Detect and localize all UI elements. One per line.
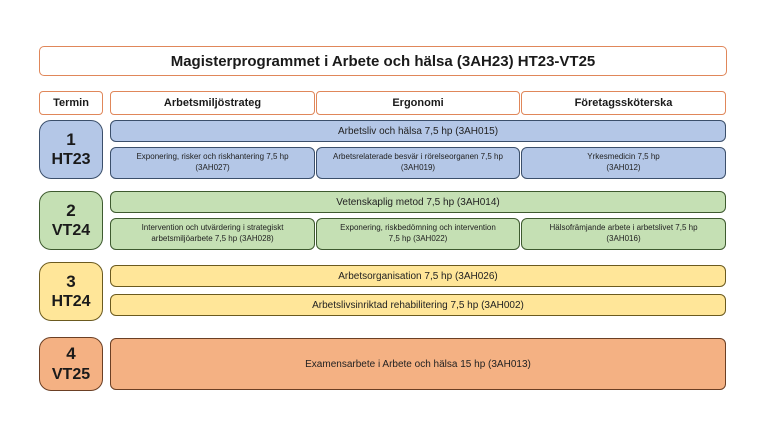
term-3-badge	[39, 262, 103, 321]
course-arbetsrelaterade-besvar: Arbetsrelaterade besvär i rörelseorganen 7,5 hp (3AH019)	[316, 147, 520, 179]
term-semester: VT25	[51, 365, 91, 383]
course-arbetsorganisation: Arbetsorganisation 7,5 hp (3AH026)	[110, 265, 726, 287]
term-number: 4	[66, 344, 76, 364]
term-semester: HT23	[51, 151, 91, 169]
term-semester: HT24	[51, 293, 91, 311]
course-arbetsliv-och-halsa: Arbetsliv och hälsa 7,5 hp (3AH015)	[110, 120, 726, 142]
term-number: 2	[66, 200, 76, 220]
term-number: 1	[66, 129, 76, 149]
course-vetenskaplig-metod: Vetenskaplig metod 7,5 hp (3AH014)	[110, 191, 726, 213]
course-yrkesmedicin: Yrkesmedicin 7,5 hp (3AH012)	[521, 147, 726, 179]
header-track-ergonomi: Ergonomi	[316, 91, 520, 115]
header-track-foretagsskoterska: Företagssköterska	[521, 91, 726, 115]
term-4-badge	[39, 337, 103, 391]
course-halsoframjande-arbete: Hälsofrämjande arbete i arbetslivet 7,5 hp (3AH016)	[521, 218, 726, 250]
course-exponering-risker: Exponering, risker och riskhantering 7,5 hp (3AH027)	[110, 147, 315, 179]
course-examensarbete: Examensarbete i Arbete och hälsa 15 hp (3AH013)	[110, 338, 726, 390]
program-title: Magisterprogrammet i Arbete och hälsa (3AH23) HT23-VT25	[39, 46, 727, 76]
term-number: 3	[66, 271, 76, 291]
header-track-arbetsmiljostrateg: Arbetsmiljöstrateg	[110, 91, 315, 115]
course-exponering-riskbedomning: Exponering, riskbedömning och intervention 7,5 hp (3AH022)	[316, 218, 520, 250]
course-intervention-utvardering: Intervention och utvärdering i strategiskt arbetsmiljöarbete 7,5 hp (3AH028)	[110, 218, 315, 250]
term-1-badge	[39, 120, 103, 179]
course-arbetslivsinriktad-rehabilitering: Arbetslivsinriktad rehabilitering 7,5 hp (3AH002)	[110, 294, 726, 316]
header-termin: Termin	[39, 91, 103, 115]
term-2-badge	[39, 191, 103, 250]
term-semester: VT24	[51, 222, 91, 240]
